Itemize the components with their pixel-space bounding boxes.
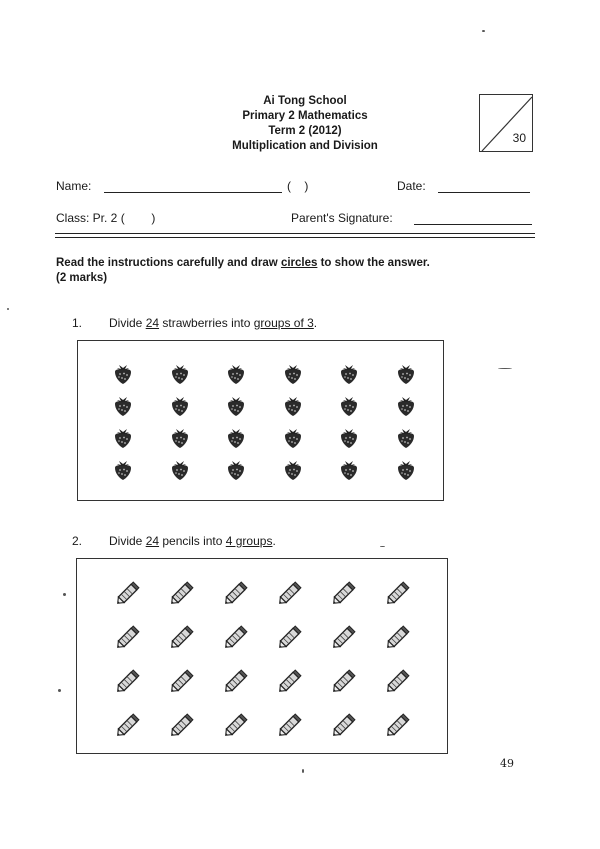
scan-speck xyxy=(7,308,9,310)
strawberry-icon xyxy=(395,457,417,486)
name-label: Name: xyxy=(56,179,92,193)
scan-speck xyxy=(302,769,304,773)
pencil-icon xyxy=(331,711,359,742)
topic-title: Multiplication and Division xyxy=(232,140,378,152)
pencil-icon xyxy=(385,667,413,698)
pencil-icon xyxy=(277,711,305,742)
pencil-icon xyxy=(169,667,197,698)
instructions-keyword: circles xyxy=(280,257,318,269)
strawberry-icon xyxy=(338,361,360,390)
strawberry-icon xyxy=(225,393,247,422)
question-2-text xyxy=(109,534,276,548)
question-2-text-c: . xyxy=(272,534,276,548)
strawberry-icon xyxy=(169,361,191,390)
parent-signature-label: Parent's Signature: xyxy=(291,211,393,225)
pencil-icon xyxy=(331,667,359,698)
pencil-icon xyxy=(223,711,251,742)
strawberry-icon xyxy=(282,425,304,454)
strawberry-icon xyxy=(112,361,134,390)
instructions-marks: (2 marks) xyxy=(56,272,108,284)
strawberry-icon xyxy=(225,457,247,486)
pencil-icon xyxy=(223,579,251,610)
pencil-icon xyxy=(115,667,143,698)
strawberry-icon xyxy=(225,425,247,454)
pencil-icon xyxy=(115,711,143,742)
parent-signature-field[interactable] xyxy=(414,224,532,225)
scan-speck xyxy=(63,593,66,596)
pencil-icon xyxy=(115,579,143,610)
scan-speck xyxy=(58,689,61,692)
strawberry-icon xyxy=(169,393,191,422)
score-total: 30 xyxy=(512,131,526,145)
question-1-count: 24 xyxy=(145,316,160,330)
question-1-number: 1. xyxy=(72,316,83,330)
scan-speck xyxy=(482,30,485,32)
subject-title: Primary 2 Mathematics xyxy=(242,110,368,122)
strawberry-icon xyxy=(112,393,134,422)
question-2-text-a: Divide xyxy=(109,534,146,548)
pencil-icon xyxy=(223,623,251,654)
instructions xyxy=(56,256,526,286)
instructions-text-end: to show the answer. xyxy=(317,257,430,269)
school-name: Ai Tong School xyxy=(263,95,347,107)
name-field[interactable] xyxy=(104,192,282,193)
term-label: Term 2 (2012) xyxy=(268,125,342,137)
pencil-icon xyxy=(331,579,359,610)
pencil-icon xyxy=(385,579,413,610)
strawberry-icon xyxy=(282,361,304,390)
strawberry-icon xyxy=(338,457,360,486)
question-1-answer-box[interactable] xyxy=(77,340,444,501)
question-1-text-a: Divide xyxy=(109,316,146,330)
pencil-icon xyxy=(331,623,359,654)
score-box xyxy=(479,94,533,152)
pencil-icon xyxy=(277,623,305,654)
strawberry-icon xyxy=(282,393,304,422)
pencil-icon xyxy=(115,623,143,654)
strawberry-icon xyxy=(225,361,247,390)
pencil-icon xyxy=(385,711,413,742)
pencil-icon xyxy=(169,711,197,742)
question-2-text-b: pencils into xyxy=(159,534,226,548)
question-1-text xyxy=(109,316,317,330)
strawberry-icon xyxy=(112,457,134,486)
question-2-answer-box[interactable] xyxy=(76,558,448,754)
pencil-icon xyxy=(385,623,413,654)
strawberry-icon xyxy=(112,425,134,454)
strawberry-icon xyxy=(338,425,360,454)
pencil-icon xyxy=(277,667,305,698)
instructions-text: Read the instructions carefully and draw xyxy=(56,257,281,269)
strawberry-icon xyxy=(395,393,417,422)
strawberry-icon xyxy=(169,457,191,486)
question-1-text-c: . xyxy=(313,316,318,330)
question-1-grouping: groups of 3 xyxy=(253,316,314,330)
question-1-text-b: strawberries into xyxy=(159,316,254,330)
pencil-icon xyxy=(277,579,305,610)
strawberry-icon xyxy=(169,425,191,454)
question-2-grouping: 4 groups xyxy=(225,534,273,548)
strawberry-icon xyxy=(338,393,360,422)
header-divider-top xyxy=(55,233,535,234)
scan-speck xyxy=(380,546,385,547)
class-label: Class: Pr. 2 ( ) xyxy=(56,211,156,225)
header-divider-bottom xyxy=(55,237,535,238)
question-2-count: 24 xyxy=(145,534,160,548)
page-number: 49 xyxy=(500,757,514,770)
pencil-icon xyxy=(169,623,197,654)
worksheet-header xyxy=(150,94,460,154)
strawberry-icon xyxy=(282,457,304,486)
pencil-icon xyxy=(223,667,251,698)
scan-speck xyxy=(498,368,512,369)
strawberry-icon xyxy=(395,361,417,390)
date-field[interactable] xyxy=(438,192,530,193)
pencil-icon xyxy=(169,579,197,610)
question-2-number: 2. xyxy=(72,534,83,548)
date-label: Date: xyxy=(397,179,426,193)
register-number-brackets: ( ) xyxy=(287,179,309,193)
strawberry-icon xyxy=(395,425,417,454)
